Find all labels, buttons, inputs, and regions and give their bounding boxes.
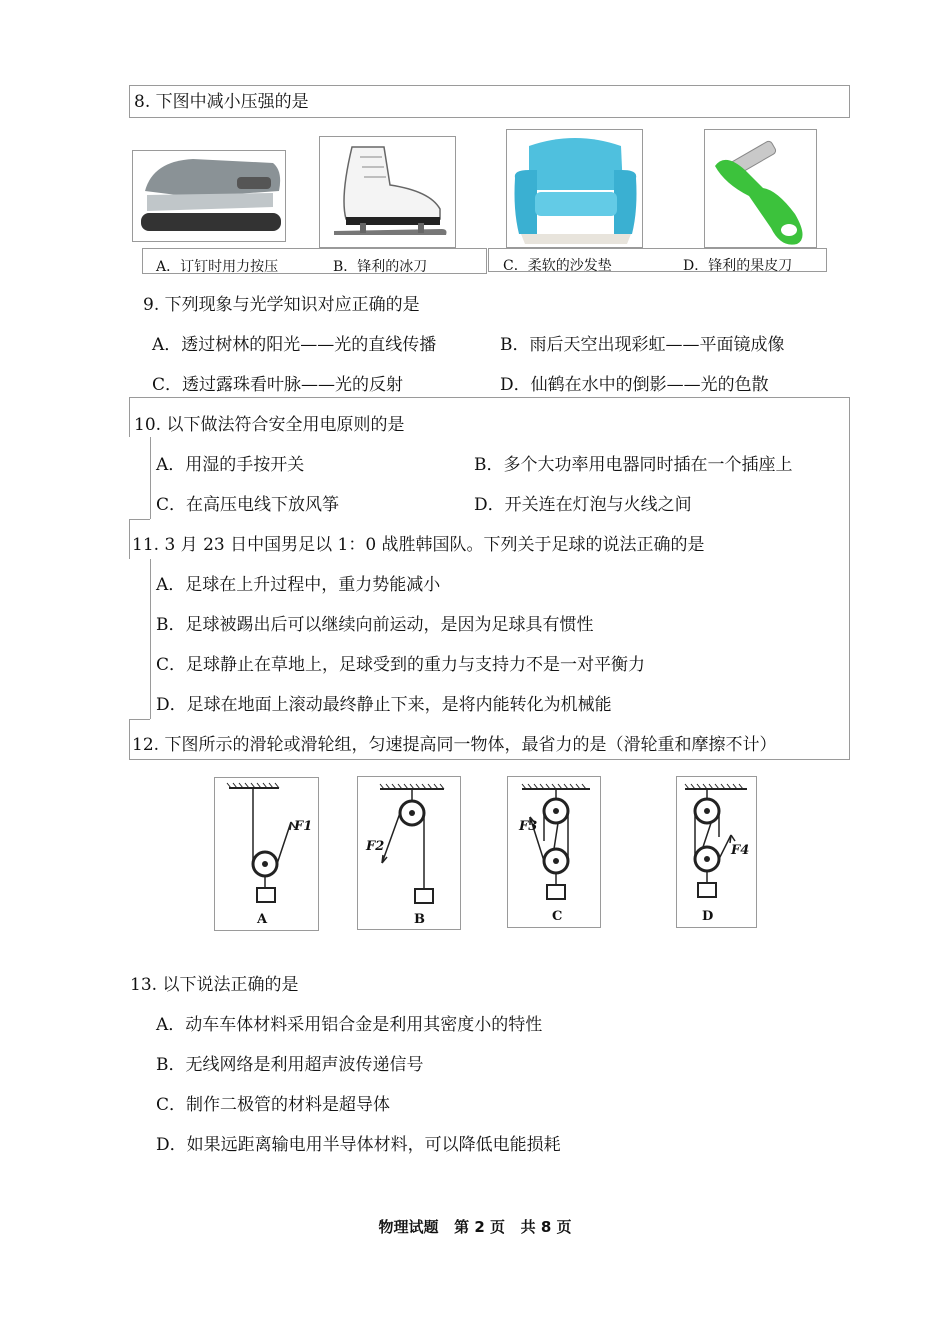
q11-option-d: D．足球在地面上滚动最终静止下来，是将内能转化为机械能 xyxy=(156,695,612,715)
q8-option-b: B．锋利的冰刀 xyxy=(333,259,428,275)
q10-option-c: C．在高压电线下放风筝 xyxy=(156,495,340,515)
q9-option-b: B．雨后天空出现彩虹——平面镜成像 xyxy=(500,335,785,355)
q11-option-a: A．足球在上升过程中，重力势能减小 xyxy=(156,575,441,595)
pulley-label-c: C xyxy=(552,909,563,924)
stapler-icon xyxy=(132,150,286,242)
q11-stem: 11. 3 月 23 日中国男足以 1：0 战胜韩国队。下列关于足球的说法正确的是 xyxy=(132,535,705,555)
q11-option-c: C．足球静止在草地上，足球受到的重力与支持力不是一对平衡力 xyxy=(156,655,646,675)
pulley-label-a: A xyxy=(257,912,268,927)
pulley-force-d: F4 xyxy=(731,843,750,858)
q11-option-b: B．足球被踢出后可以继续向前运动，是因为足球具有惯性 xyxy=(156,615,594,635)
q13-option-a: A．动车车体材料采用铝合金是利用其密度小的特性 xyxy=(156,1015,543,1035)
q8-stem: 8. 下图中减小压强的是 xyxy=(134,92,309,112)
pulley-label-b: B xyxy=(414,912,425,927)
pulley-figure-a xyxy=(214,777,319,931)
pulley-figure-c xyxy=(507,776,601,928)
ice-skate-icon xyxy=(319,136,456,248)
q10-option-d: D．开关连在灯泡与火线之间 xyxy=(474,495,692,515)
sofa-icon xyxy=(506,129,643,248)
q8-option-a: A．订钉时用力按压 xyxy=(156,259,279,275)
q13-option-c: C．制作二极管的材料是超导体 xyxy=(156,1095,391,1115)
q9-option-a: A．透过树林的阳光——光的直线传播 xyxy=(152,335,437,355)
pulley-force-a: F1 xyxy=(294,819,313,834)
q10-option-a: A．用湿的手按开关 xyxy=(156,455,305,475)
pulley-force-c: F3 xyxy=(519,819,538,834)
q12-stem: 12. 下图所示的滑轮或滑轮组，匀速提高同一物体，最省力的是（滑轮重和摩擦不计） xyxy=(132,735,777,755)
q9-stem: 9. 下列现象与光学知识对应正确的是 xyxy=(143,295,420,315)
peeler-icon xyxy=(704,129,817,248)
q10-stem: 10. 以下做法符合安全用电原则的是 xyxy=(134,415,405,435)
pulley-force-b: F2 xyxy=(366,839,385,854)
q9-option-d: D．仙鹤在水中的倒影——光的色散 xyxy=(500,375,769,395)
pulley-label-d: D xyxy=(702,909,714,924)
q13-option-b: B．无线网络是利用超声波传递信号 xyxy=(156,1055,424,1075)
q13-stem: 13. 以下说法正确的是 xyxy=(130,975,299,995)
page-footer: 物理试题 第 2 页 共 8 页 xyxy=(378,1218,572,1236)
q9-option-c: C．透过露珠看叶脉——光的反射 xyxy=(152,375,404,395)
q10-option-b: B．多个大功率用电器同时插在一个插座上 xyxy=(474,455,793,475)
q8-option-c: C．柔软的沙发垫 xyxy=(503,258,612,274)
q13-option-d: D．如果远距离输电用半导体材料，可以降低电能损耗 xyxy=(156,1135,561,1155)
q8-option-d: D．锋利的果皮刀 xyxy=(683,258,793,274)
